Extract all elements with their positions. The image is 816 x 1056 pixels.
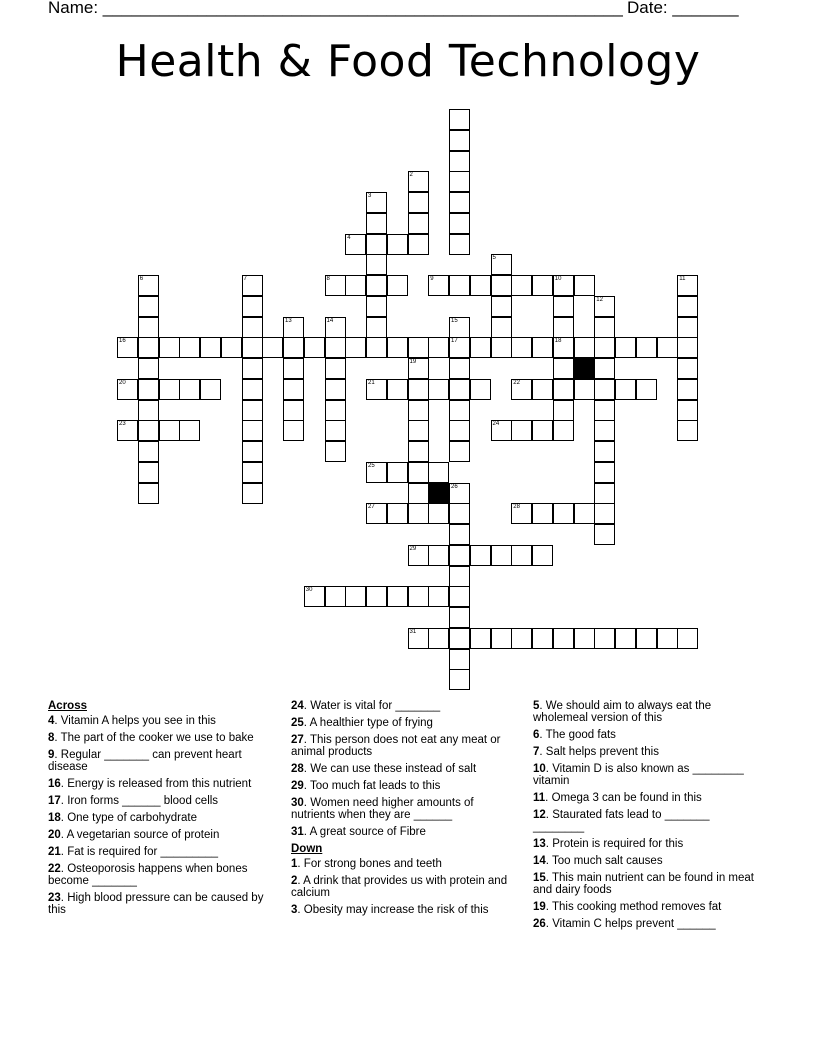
crossword-cell[interactable]	[179, 379, 200, 400]
crossword-cell[interactable]	[408, 441, 429, 462]
crossword-cell[interactable]	[553, 337, 574, 358]
crossword-cell[interactable]	[408, 462, 429, 483]
crossword-cell[interactable]	[345, 275, 366, 296]
crossword-block-cell	[428, 483, 449, 504]
crossword-cell[interactable]	[345, 586, 366, 607]
crossword-cell[interactable]	[428, 275, 449, 296]
crossword-cell[interactable]	[242, 296, 263, 317]
crossword-cell[interactable]	[449, 151, 470, 172]
crossword-cell[interactable]	[449, 483, 470, 504]
crossword-cell[interactable]	[242, 275, 263, 296]
clue-down-15: 15. This main nutrient can be found in meat and dairy foods	[533, 872, 754, 896]
crossword-cell[interactable]	[366, 379, 387, 400]
clue-across-29: 29. Too much fat leads to this	[291, 780, 441, 792]
cell-number: 4	[347, 234, 351, 241]
crossword-cell[interactable]	[200, 337, 221, 358]
crossword-cell[interactable]	[449, 649, 470, 670]
crossword-cell[interactable]	[594, 317, 615, 338]
crossword-cell[interactable]	[594, 379, 615, 400]
crossword-cell[interactable]	[449, 503, 470, 524]
crossword-cell[interactable]	[387, 234, 408, 255]
crossword-cell[interactable]	[491, 275, 512, 296]
crossword-cell[interactable]	[553, 628, 574, 649]
cell-number: 29	[409, 545, 417, 552]
clues-column-1	[48, 700, 276, 921]
crossword-cell[interactable]	[532, 503, 553, 524]
crossword-cell[interactable]	[366, 234, 387, 255]
crossword-cell[interactable]	[117, 379, 138, 400]
clue-down-1: 1. For strong bones and teeth	[291, 858, 442, 870]
crossword-cell[interactable]	[636, 337, 657, 358]
crossword-cell[interactable]	[221, 337, 242, 358]
crossword-cell[interactable]	[449, 586, 470, 607]
crossword-cell[interactable]	[325, 337, 346, 358]
crossword-cell[interactable]	[470, 628, 491, 649]
cell-number: 27	[368, 504, 375, 511]
crossword-cell[interactable]	[449, 171, 470, 192]
crossword-cell[interactable]	[677, 420, 698, 441]
crossword-cell[interactable]	[594, 483, 615, 504]
crossword-cell[interactable]	[449, 545, 470, 566]
crossword-cell[interactable]	[511, 337, 532, 358]
crossword-cell[interactable]	[594, 296, 615, 317]
crossword-cell[interactable]	[117, 420, 138, 441]
crossword-cell[interactable]	[511, 503, 532, 524]
cell-number: 10	[554, 276, 562, 282]
crossword-cell[interactable]	[449, 358, 470, 379]
clue-across-16: 16. Energy is released from this nutrient	[48, 778, 252, 790]
crossword-cell[interactable]	[138, 317, 159, 338]
crossword-cell[interactable]	[677, 337, 698, 358]
crossword-cell[interactable]	[657, 337, 678, 358]
crossword-cell[interactable]	[532, 420, 553, 441]
crossword-cell[interactable]	[428, 503, 449, 524]
cell-number: 12	[596, 296, 603, 303]
crossword-cell[interactable]	[408, 503, 429, 524]
clue-down-5: 5. We should aim to always eat the wholemeal version of this	[533, 700, 712, 724]
crossword-cell[interactable]	[242, 337, 263, 358]
crossword-cell[interactable]	[408, 358, 429, 379]
cell-number: 2	[409, 172, 413, 179]
crossword-cell[interactable]	[574, 628, 595, 649]
crossword-cell[interactable]	[242, 420, 263, 441]
clue-across-24: 24. Water is vital for _______	[291, 700, 441, 712]
crossword-cell[interactable]	[408, 483, 429, 504]
crossword-cell[interactable]	[428, 545, 449, 566]
crossword-cell[interactable]	[532, 337, 553, 358]
clue-across-20: 20. A vegetarian source of protein	[48, 829, 220, 841]
crossword-cell[interactable]	[491, 296, 512, 317]
crossword-cell[interactable]	[594, 337, 615, 358]
crossword-cell[interactable]	[449, 234, 470, 255]
crossword-cell[interactable]	[428, 586, 449, 607]
cell-number: 11	[679, 276, 686, 282]
crossword-cell[interactable]	[283, 358, 304, 379]
clue-across-27: 27. This person does not eat any meat or animal products	[291, 734, 501, 758]
crossword-cell[interactable]	[408, 234, 429, 255]
crossword-cell[interactable]	[594, 524, 615, 545]
cell-number: 25	[368, 462, 375, 469]
crossword-cell[interactable]	[553, 275, 574, 296]
crossword-cell[interactable]	[449, 317, 470, 338]
crossword-cell[interactable]	[553, 317, 574, 338]
crossword-cell[interactable]	[408, 586, 429, 607]
clue-across-30: 30. Women need higher amounts of nutrients when they are ______	[291, 797, 474, 821]
clue-across-8: 8. The part of the cooker we use to bake	[48, 732, 254, 744]
crossword-cell[interactable]	[366, 296, 387, 317]
crossword-cell[interactable]	[366, 213, 387, 234]
crossword-cell[interactable]	[553, 503, 574, 524]
crossword-cell[interactable]	[262, 337, 283, 358]
crossword-cell[interactable]	[657, 628, 678, 649]
crossword-cell[interactable]	[200, 379, 221, 400]
crossword-cell[interactable]	[304, 586, 325, 607]
crossword-cell[interactable]	[511, 275, 532, 296]
crossword-cell[interactable]	[138, 275, 159, 296]
crossword-cell[interactable]	[366, 586, 387, 607]
crossword-cell[interactable]	[511, 545, 532, 566]
crossword-cell[interactable]	[242, 462, 263, 483]
crossword-cell[interactable]	[138, 483, 159, 504]
clue-across-17: 17. Iron forms ______ blood cells	[48, 795, 219, 807]
crossword-cell[interactable]	[532, 628, 553, 649]
crossword-cell[interactable]	[366, 317, 387, 338]
clue-down-10: 10. Vitamin D is also known as ________ vitamin	[533, 763, 744, 787]
crossword-cell[interactable]	[449, 192, 470, 213]
crossword-cell[interactable]	[387, 337, 408, 358]
crossword-cell[interactable]	[242, 483, 263, 504]
crossword-cell[interactable]	[345, 234, 366, 255]
cell-number: 6	[139, 276, 144, 282]
crossword-cell[interactable]	[449, 400, 470, 421]
across-heading: Across	[48, 700, 87, 712]
crossword-cell[interactable]	[366, 275, 387, 296]
crossword-cell[interactable]	[387, 586, 408, 607]
crossword-cell[interactable]	[615, 628, 636, 649]
crossword-cell[interactable]	[677, 317, 698, 338]
cell-number: 20	[119, 379, 126, 386]
crossword-cell[interactable]	[408, 545, 429, 566]
clue-across-18: 18. One type of carbohydrate	[48, 812, 197, 824]
crossword-cell[interactable]	[615, 337, 636, 358]
crossword-cell[interactable]	[159, 379, 180, 400]
cell-number: 9	[430, 276, 434, 282]
crossword-cell[interactable]	[138, 441, 159, 462]
cell-number: 5	[492, 255, 496, 262]
crossword-cell[interactable]	[366, 254, 387, 275]
crossword-cell[interactable]	[408, 379, 429, 400]
crossword-cell[interactable]	[553, 420, 574, 441]
crossword-cell[interactable]	[470, 275, 491, 296]
crossword-cell[interactable]	[325, 379, 346, 400]
crossword-cell[interactable]	[325, 275, 346, 296]
crossword-cell[interactable]	[511, 379, 532, 400]
crossword-cell[interactable]	[594, 628, 615, 649]
clue-across-22: 22. Osteoporosis happens when bones become _______	[48, 863, 248, 887]
cell-number: 30	[305, 587, 313, 594]
crossword-cell[interactable]	[574, 379, 595, 400]
crossword-cell[interactable]	[428, 628, 449, 649]
crossword-cell[interactable]	[553, 379, 574, 400]
clue-down-7: 7. Salt helps prevent this	[533, 746, 659, 758]
cell-number: 18	[554, 338, 562, 345]
cell-number: 28	[513, 504, 520, 511]
crossword-cell[interactable]	[325, 586, 346, 607]
crossword-cell[interactable]	[366, 503, 387, 524]
crossword-cell[interactable]	[138, 400, 159, 421]
crossword-cell[interactable]	[138, 462, 159, 483]
crossword-cell[interactable]	[408, 192, 429, 213]
crossword-cell[interactable]	[491, 628, 512, 649]
crossword-cell[interactable]	[283, 379, 304, 400]
crossword-cell[interactable]	[179, 420, 200, 441]
crossword-cell[interactable]	[428, 379, 449, 400]
crossword-cell[interactable]	[325, 420, 346, 441]
crossword-cell[interactable]	[470, 337, 491, 358]
cell-number: 21	[368, 379, 375, 386]
name-field-label[interactable]: Name: _______________________________________________________	[48, 0, 623, 17]
crossword-cell[interactable]	[325, 317, 346, 338]
cell-number: 23	[119, 421, 126, 428]
crossword-cell[interactable]	[594, 503, 615, 524]
crossword-cell[interactable]	[449, 669, 470, 690]
crossword-cell[interactable]	[511, 420, 532, 441]
crossword-cell[interactable]	[594, 358, 615, 379]
crossword-cell[interactable]	[449, 109, 470, 130]
clue-down-12: 12. Staurated fats lead to _______ ________	[533, 809, 710, 833]
crossword-cell[interactable]	[242, 400, 263, 421]
cell-number: 22	[513, 379, 520, 386]
crossword-cell[interactable]	[387, 275, 408, 296]
crossword-cell[interactable]	[366, 192, 387, 213]
crossword-cell[interactable]	[408, 628, 429, 649]
crossword-cell[interactable]	[449, 379, 470, 400]
crossword-cell[interactable]	[594, 441, 615, 462]
clue-across-25: 25. A healthier type of frying	[291, 717, 433, 729]
crossword-cell[interactable]	[491, 337, 512, 358]
clue-across-23: 23. High blood pressure can be caused by this	[48, 892, 264, 916]
crossword-cell[interactable]	[532, 545, 553, 566]
crossword-cell[interactable]	[304, 337, 325, 358]
crossword-cell[interactable]	[408, 400, 429, 421]
crossword-cell[interactable]	[677, 296, 698, 317]
crossword-cell[interactable]	[428, 337, 449, 358]
crossword-cell[interactable]	[283, 317, 304, 338]
crossword-cell[interactable]	[636, 379, 657, 400]
crossword-cell[interactable]	[325, 400, 346, 421]
crossword-cell[interactable]	[491, 420, 512, 441]
date-field-label[interactable]: Date: _______	[627, 0, 739, 17]
cell-number: 31	[409, 628, 417, 635]
clue-across-21: 21. Fat is required for _________	[48, 846, 219, 858]
clues-column-3	[533, 700, 761, 935]
crossword-cell[interactable]	[283, 400, 304, 421]
crossword-cell[interactable]	[325, 441, 346, 462]
crossword-cell[interactable]	[408, 420, 429, 441]
crossword-cell[interactable]	[449, 213, 470, 234]
crossword-cell[interactable]	[387, 462, 408, 483]
crossword-cell[interactable]	[574, 275, 595, 296]
cell-number: 14	[326, 317, 334, 324]
clue-down-6: 6. The good fats	[533, 729, 616, 741]
crossword-cell[interactable]	[366, 337, 387, 358]
crossword-cell[interactable]	[408, 171, 429, 192]
crossword-cell[interactable]	[325, 358, 346, 379]
crossword-cell[interactable]	[449, 607, 470, 628]
cell-number: 15	[451, 317, 458, 324]
clue-across-31: 31. A great source of Fibre	[291, 826, 426, 838]
crossword-cell[interactable]	[532, 379, 553, 400]
crossword-cell[interactable]	[138, 337, 159, 358]
crossword-cell[interactable]	[677, 358, 698, 379]
crossword-cell[interactable]	[449, 420, 470, 441]
cell-number: 3	[368, 193, 372, 199]
crossword-cell[interactable]	[491, 317, 512, 338]
crossword-cell[interactable]	[449, 337, 470, 358]
crossword-cell[interactable]	[511, 628, 532, 649]
crossword-cell[interactable]	[449, 566, 470, 587]
crossword-cell[interactable]	[470, 545, 491, 566]
crossword-cell[interactable]	[283, 420, 304, 441]
crossword-cell[interactable]	[408, 337, 429, 358]
clue-across-4: 4. Vitamin A helps you see in this	[48, 715, 216, 727]
clue-down-3: 3. Obesity may increase the risk of this	[291, 904, 489, 916]
crossword-cell[interactable]	[574, 503, 595, 524]
crossword-cell[interactable]	[345, 337, 366, 358]
crossword-cell[interactable]	[366, 462, 387, 483]
cell-number: 26	[451, 483, 458, 490]
crossword-cell[interactable]	[242, 317, 263, 338]
clue-down-19: 19. This cooking method removes fat	[533, 901, 722, 913]
down-heading: Down	[291, 843, 323, 855]
crossword-cell[interactable]	[179, 337, 200, 358]
crossword-cell[interactable]	[159, 420, 180, 441]
cell-number: 7	[243, 276, 247, 282]
crossword-cell[interactable]	[677, 400, 698, 421]
clue-down-14: 14. Too much salt causes	[533, 855, 663, 867]
crossword-cell[interactable]	[553, 296, 574, 317]
crossword-cell[interactable]	[117, 337, 138, 358]
crossword-cell[interactable]	[138, 358, 159, 379]
cell-number: 16	[119, 338, 126, 345]
crossword-cell[interactable]	[242, 441, 263, 462]
clue-down-13: 13. Protein is required for this	[533, 838, 684, 850]
cell-number: 8	[326, 276, 330, 282]
crossword-cell[interactable]	[594, 462, 615, 483]
crossword-cell[interactable]	[138, 379, 159, 400]
crossword-cell[interactable]	[138, 420, 159, 441]
crossword-block-cell	[574, 358, 595, 379]
crossword-cell[interactable]	[532, 275, 553, 296]
crossword-cell[interactable]	[491, 254, 512, 275]
cell-number: 19	[409, 359, 417, 365]
crossword-cell[interactable]	[574, 337, 595, 358]
clue-across-9: 9. Regular _______ can prevent heart disease	[48, 749, 242, 773]
crossword-cell[interactable]	[449, 628, 470, 649]
crossword-cell[interactable]	[449, 441, 470, 462]
crossword-cell[interactable]	[677, 275, 698, 296]
crossword-cell[interactable]	[491, 545, 512, 566]
clue-across-28: 28. We can use these instead of salt	[291, 763, 477, 775]
clue-down-11: 11. Omega 3 can be found in this	[533, 792, 702, 804]
crossword-cell[interactable]	[387, 379, 408, 400]
crossword-cell[interactable]	[387, 503, 408, 524]
crossword-cell[interactable]	[594, 420, 615, 441]
crossword-cell[interactable]	[449, 524, 470, 545]
clue-down-2: 2. A drink that provides us with protein and calcium	[291, 875, 508, 899]
crossword-cell[interactable]	[615, 379, 636, 400]
crossword-cell[interactable]	[283, 337, 304, 358]
clue-down-26: 26. Vitamin C helps prevent ______	[533, 918, 716, 930]
crossword-cell[interactable]	[428, 462, 449, 483]
cell-number: 24	[492, 421, 500, 428]
crossword-cell[interactable]	[594, 400, 615, 421]
crossword-cell[interactable]	[408, 213, 429, 234]
crossword-cell[interactable]	[242, 358, 263, 379]
crossword-cell[interactable]	[449, 275, 470, 296]
crossword-cell[interactable]	[242, 379, 263, 400]
cell-number: 13	[285, 317, 292, 324]
cell-number: 17	[451, 338, 458, 345]
crossword-cell[interactable]	[470, 379, 491, 400]
crossword-cell[interactable]	[553, 358, 574, 379]
puzzle-title: Health & Food Technology	[115, 36, 701, 87]
crossword-cell[interactable]	[677, 379, 698, 400]
crossword-cell[interactable]	[138, 296, 159, 317]
crossword-cell[interactable]	[677, 628, 698, 649]
crossword-cell[interactable]	[449, 130, 470, 151]
crossword-cell[interactable]	[159, 337, 180, 358]
clues-column-2	[291, 700, 519, 921]
crossword-cell[interactable]	[553, 400, 574, 421]
crossword-cell[interactable]	[636, 628, 657, 649]
